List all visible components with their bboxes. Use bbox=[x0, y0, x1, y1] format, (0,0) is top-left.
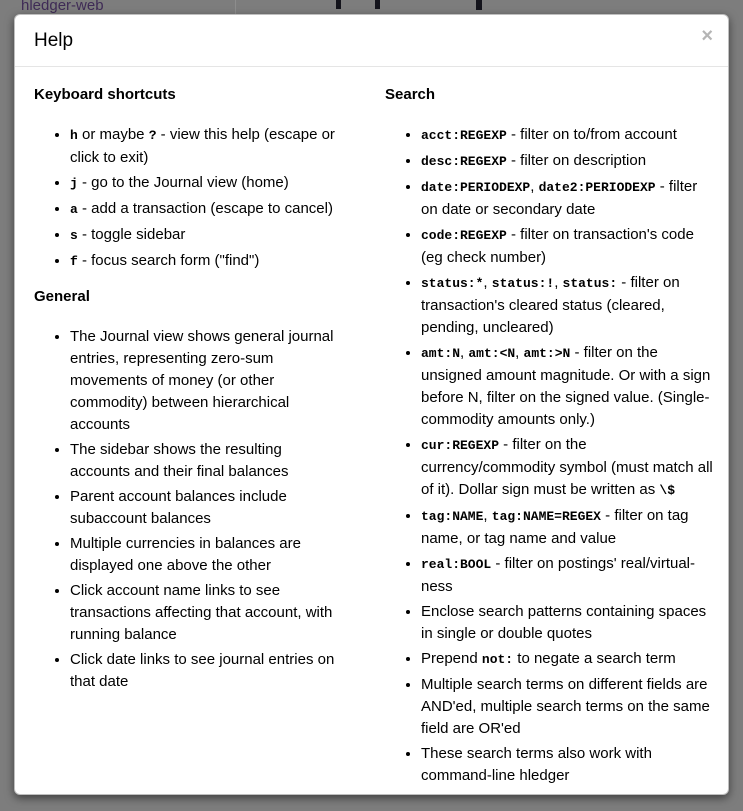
code-term: \$ bbox=[659, 483, 676, 498]
code-term: real:BOOL bbox=[421, 557, 492, 572]
help-list-item: • f - focus search form ("find") bbox=[70, 250, 345, 273]
help-list-item: • h or maybe ? - view this help (escape or click to exit) bbox=[70, 124, 345, 169]
panel-divider bbox=[235, 0, 236, 14]
help-list-item: • real:BOOL - filter on postings' real/virtual-ness bbox=[421, 553, 714, 598]
help-list-item: • These search terms also work with command-line hledger bbox=[421, 743, 714, 787]
column-search bbox=[385, 85, 714, 797]
code-term: j bbox=[70, 176, 78, 191]
code-term: date2:PERIODEXP bbox=[538, 180, 656, 195]
page-background-strip[interactable] bbox=[0, 0, 743, 14]
modal-body bbox=[15, 67, 728, 797]
help-modal bbox=[14, 14, 729, 795]
section-heading: Keyboard shortcuts bbox=[34, 86, 176, 103]
help-list bbox=[385, 124, 714, 787]
page-heading-fragment bbox=[336, 0, 341, 9]
code-term: not: bbox=[481, 652, 514, 667]
help-list-item: • tag:NAME, tag:NAME=REGEX - filter on tag name, or tag name and value bbox=[421, 505, 714, 550]
code-term: f bbox=[70, 254, 78, 269]
help-list-item: • Click date links to see journal entries on that date bbox=[70, 649, 345, 693]
help-list-item: • Prepend not: to negate a search term bbox=[421, 648, 714, 671]
code-term: amt:N bbox=[421, 346, 461, 361]
code-term: acct:REGEXP bbox=[421, 128, 507, 143]
modal-title: Help bbox=[34, 30, 74, 51]
code-term: desc:REGEXP bbox=[421, 154, 507, 169]
modal-header bbox=[15, 15, 728, 67]
help-list-item: • The Journal view shows general journal entries, representing zero-sum movements of money (or other commodity) between hierarchical accounts bbox=[70, 326, 345, 436]
code-term: h bbox=[70, 128, 78, 143]
help-list bbox=[34, 326, 345, 693]
brand-link[interactable]: hledger-web bbox=[21, 0, 104, 14]
code-term: code:REGEXP bbox=[421, 228, 507, 243]
code-term: status:! bbox=[491, 276, 555, 291]
column-keyboard-general bbox=[34, 85, 385, 797]
code-term: a bbox=[70, 202, 78, 217]
code-term: tag:NAME bbox=[421, 509, 484, 524]
help-list-item: • date:PERIODEXP, date2:PERIODEXP - filter on date or secondary date bbox=[421, 176, 714, 221]
close-icon[interactable]: × bbox=[701, 25, 713, 47]
code-term: s bbox=[70, 228, 78, 243]
help-list-item: • j - go to the Journal view (home) bbox=[70, 172, 345, 195]
help-list-item: • s - toggle sidebar bbox=[70, 224, 345, 247]
help-list-item: • desc:REGEXP - filter on description bbox=[421, 150, 714, 173]
help-list-item: • cur:REGEXP - filter on the currency/commodity symbol (must match all of it). Dollar sign must be written as \$ bbox=[421, 434, 714, 502]
help-list-item: • Multiple currencies in balances are displayed one above the other bbox=[70, 533, 345, 577]
code-term: tag:NAME=REGEX bbox=[491, 509, 601, 524]
code-term: ? bbox=[148, 128, 157, 143]
help-list-item: • Enclose search patterns containing spaces in single or double quotes bbox=[421, 601, 714, 645]
code-term: status: bbox=[562, 276, 618, 291]
section-heading: Search bbox=[385, 86, 436, 103]
page-heading-fragment bbox=[476, 0, 482, 10]
code-term: status:* bbox=[421, 276, 484, 291]
help-list-item: • Click account name links to see transactions affecting that account, with running balance bbox=[70, 580, 345, 646]
help-list-item: • The sidebar shows the resulting accounts and their final balances bbox=[70, 439, 345, 483]
page-heading-fragment bbox=[375, 0, 380, 9]
help-list-item: • a - add a transaction (escape to cancel) bbox=[70, 198, 345, 221]
help-list-item: • amt:N, amt:<N, amt:>N - filter on the unsigned amount magnitude. Or with a sign before N, filter on the signed value. (Single-commodity amounts only.) bbox=[421, 342, 714, 431]
code-term: date:PERIODEXP bbox=[421, 180, 531, 195]
help-list-item: • Multiple search terms on different fields are AND'ed, multiple search terms on the same field are OR'ed bbox=[421, 674, 714, 740]
code-term: amt:<N bbox=[468, 346, 516, 361]
section-heading: General bbox=[34, 288, 90, 305]
help-list bbox=[34, 124, 345, 273]
code-term: cur:REGEXP bbox=[421, 438, 500, 453]
help-list-item: • Parent account balances include subaccount balances bbox=[70, 486, 345, 530]
code-term: amt:>N bbox=[523, 346, 571, 361]
help-list-item: • code:REGEXP - filter on transaction's code (eg check number) bbox=[421, 224, 714, 269]
help-list-item: • status:*, status:!, status: - filter on transaction's cleared status (cleared, pending, uncleared) bbox=[421, 272, 714, 339]
help-list-item: • acct:REGEXP - filter on to/from account bbox=[421, 124, 714, 147]
